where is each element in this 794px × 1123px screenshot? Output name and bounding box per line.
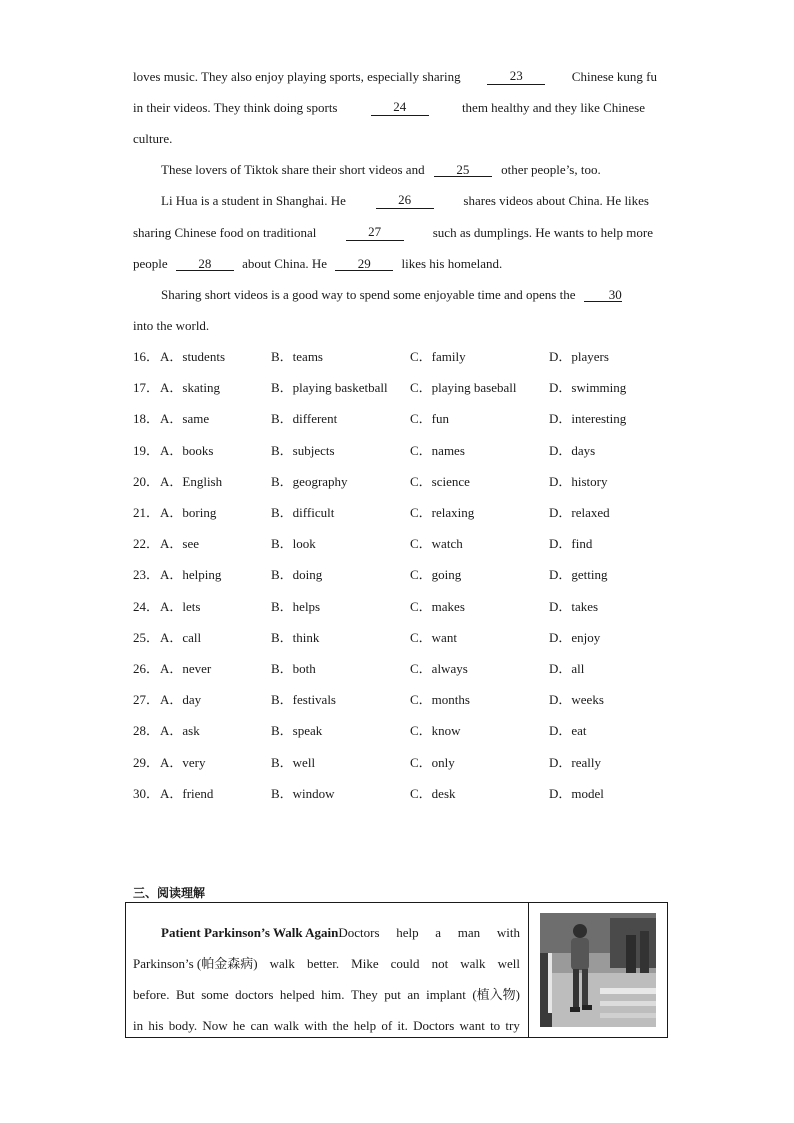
reading-word: want [459,1018,485,1033]
question-row [133,661,673,677]
option-a: A．see [160,536,199,552]
option-d: D．days [549,442,596,458]
question-number: 29． [133,754,160,770]
reading-table [125,902,668,1038]
reading-word: man [457,925,481,940]
reading-word: implant [426,987,466,1002]
blank-23: 23 [487,69,545,85]
option-a: A．students [160,349,226,364]
option-c: C．always [410,661,468,676]
blank-30: 30 [584,288,622,302]
reading-word: help [353,1018,377,1033]
option-c: C．months [410,692,470,708]
passage-line [133,318,209,334]
option-a: A．helping [160,567,222,583]
reading-word: Doctors [338,925,380,940]
reading-line [133,979,520,1010]
passage-text: Li Hua is a student in Shanghai. He [161,193,346,208]
option-a: A．English [160,473,223,489]
option-a: A．call [160,629,202,645]
passage-text: culture. [133,131,173,146]
reading-word: walk [269,956,295,971]
option-c: C．makes [410,598,465,614]
passage-text: shares videos about China. He likes [463,193,649,208]
option-d: D．swimming [549,380,627,396]
option-d: D．weeks [549,692,604,708]
option-d: D．interesting [549,411,627,427]
option-c: C．know [410,723,461,739]
reading-word: try [505,1018,520,1033]
reading-word: an [407,987,420,1002]
reading-word: put [384,987,401,1002]
reading-word: a [435,925,442,940]
question-number: 28． [133,723,160,739]
option-c: C．relaxing [410,505,475,520]
reading-line [133,1010,520,1041]
option-b: B．helps [271,598,321,614]
reading-text [133,917,520,1041]
passage-text: Chinese kung fu [571,69,657,84]
reading-word: well [497,956,520,971]
question-row [133,411,673,427]
blank-28: 28 [176,257,234,271]
option-d: D．takes [549,598,599,614]
option-b: B．festivals [271,692,336,708]
option-b: B．difficult [271,505,335,520]
reading-word: Parkinson’s (帕金森病) [133,956,258,971]
option-a: A．books [160,442,214,458]
option-a: A．skating [160,380,220,396]
option-b: B．subjects [271,442,335,458]
passage-text: Sharing short videos is a good way to spend some enjoyable time and opens the [161,287,576,302]
option-d: D．find [549,536,593,552]
option-b: B．geography [271,473,348,489]
blank-27: 27 [346,225,404,241]
reading-word: with [304,1018,328,1033]
blank-29: 29 [335,257,393,271]
reading-word: some [201,987,229,1002]
option-a: A．same [160,411,210,427]
reading-word: (植入物) [472,987,520,1002]
question-number: 19． [133,442,160,458]
reading-word: of [381,1018,393,1033]
passage-text: sharing Chinese food on traditional [133,225,317,240]
reading-word: helped [279,987,315,1002]
passage-line [133,69,657,85]
option-b: B．both [271,661,316,676]
reading-title: Patient Parkinson’s Walk Again [161,925,339,940]
reading-word: in [133,1018,144,1033]
reading-word: They [351,987,378,1002]
passage-text: other people’s, too. [501,162,601,177]
option-c: C．watch [410,536,463,552]
reading-word: the [332,1018,349,1033]
reading-word: better. [306,956,340,971]
question-number: 25． [133,629,160,645]
reading-word: Mike [351,956,379,971]
question-row [133,380,673,396]
blank-26: 26 [376,193,434,209]
option-c: C．names [410,442,465,458]
passage-line [133,100,645,116]
option-d: D．model [549,785,604,801]
question-number: 27． [133,692,160,708]
option-c: C．playing baseball [410,380,517,396]
question-number: 17． [133,380,160,396]
question-number: 26． [133,661,160,676]
passage-text: These lovers of Tiktok share their short videos and [161,162,425,177]
option-c: C．fun [410,411,450,427]
section-title: 三、阅读理解 [133,886,206,900]
passage-line [161,287,622,303]
passage-text: such as dumplings. He wants to help more [432,225,653,240]
reading-word: walk [273,1018,299,1033]
option-d: D．players [549,349,609,364]
question-number: 16． [133,349,160,364]
reading-word: not [431,956,449,971]
option-a: A．never [160,661,212,676]
question-row [133,723,673,739]
option-c: C．want [410,629,457,645]
reading-word: it. [397,1018,408,1033]
option-a: A．very [160,754,206,770]
passage-text: into the world. [133,318,210,333]
question-row [133,505,673,521]
question-number: 23． [133,567,160,583]
passage-line [133,225,653,241]
question-row [133,692,673,708]
option-b: B．playing basketball [271,380,388,396]
question-number: 30． [133,785,160,801]
option-a: A．lets [160,598,201,614]
question-row [133,630,673,646]
option-a: A．boring [160,505,217,520]
option-d: D．really [549,754,601,770]
reading-word: before. [133,987,170,1002]
question-row [133,567,673,583]
passage-line [161,193,649,209]
option-c: C．only [410,754,455,770]
option-c: C．family [410,349,466,364]
option-b: B．speak [271,723,323,739]
question-number: 24． [133,598,160,614]
reading-word: Now [202,1018,228,1033]
option-a: A．day [160,692,202,708]
option-d: D．relaxed [549,505,610,520]
option-c: C．desk [410,785,456,801]
option-c: C．going [410,567,462,583]
option-b: B．window [271,785,335,801]
reading-line [133,917,520,948]
reading-line [133,948,520,979]
blank-25: 25 [434,163,492,177]
question-row [133,474,673,490]
option-d: D．enjoy [549,629,601,645]
question-row [133,443,673,459]
option-d: D．history [549,473,608,489]
reading-word: help [396,925,419,940]
cell-divider [528,903,529,1037]
reading-title-group [161,917,380,948]
reading-word: with [496,925,520,940]
blank-24: 24 [371,100,429,116]
patient-walking-photo [540,913,656,1027]
reading-word: But [175,987,195,1002]
reading-word: him. [321,987,345,1002]
passage-text: likes his homeland. [401,256,503,271]
question-number: 18． [133,411,160,427]
option-d: D．all [549,661,585,676]
reading-word: his [148,1018,164,1033]
question-row [133,536,673,552]
option-b: B．look [271,536,316,552]
passage-text: them healthy and they like Chinese [461,100,645,115]
reading-word: doctors [235,987,274,1002]
option-b: B．well [271,754,316,770]
question-row [133,349,673,365]
passage-line [133,131,172,147]
option-d: D．eat [549,723,587,739]
option-b: B．doing [271,567,323,583]
passage-text: in their videos. They think doing sports [133,100,338,115]
option-a: A．ask [160,723,200,739]
passage-line [161,162,601,178]
option-d: D．getting [549,567,608,583]
reading-word: body. [168,1018,198,1033]
question-row [133,755,673,771]
passage-line [133,256,502,272]
option-c: C．science [410,473,470,489]
reading-word: walk [460,956,486,971]
reading-word: to [490,1018,501,1033]
passage-text: about China. He [242,256,327,271]
option-b: B．think [271,629,320,645]
passage-text: loves music. They also enjoy playing sports, especially sharing [133,69,461,84]
question-number: 22． [133,536,160,552]
question-number: 21． [133,505,160,520]
reading-word: can [250,1018,269,1033]
option-b: B．teams [271,349,323,364]
question-number: 20． [133,473,160,489]
reading-word: he [232,1018,246,1033]
option-b: B．different [271,411,338,427]
question-row [133,786,673,802]
reading-word: could [390,956,420,971]
reading-word: Doctors [413,1018,455,1033]
passage-text: people [133,256,168,271]
option-a: A．friend [160,785,214,801]
question-row [133,599,673,615]
